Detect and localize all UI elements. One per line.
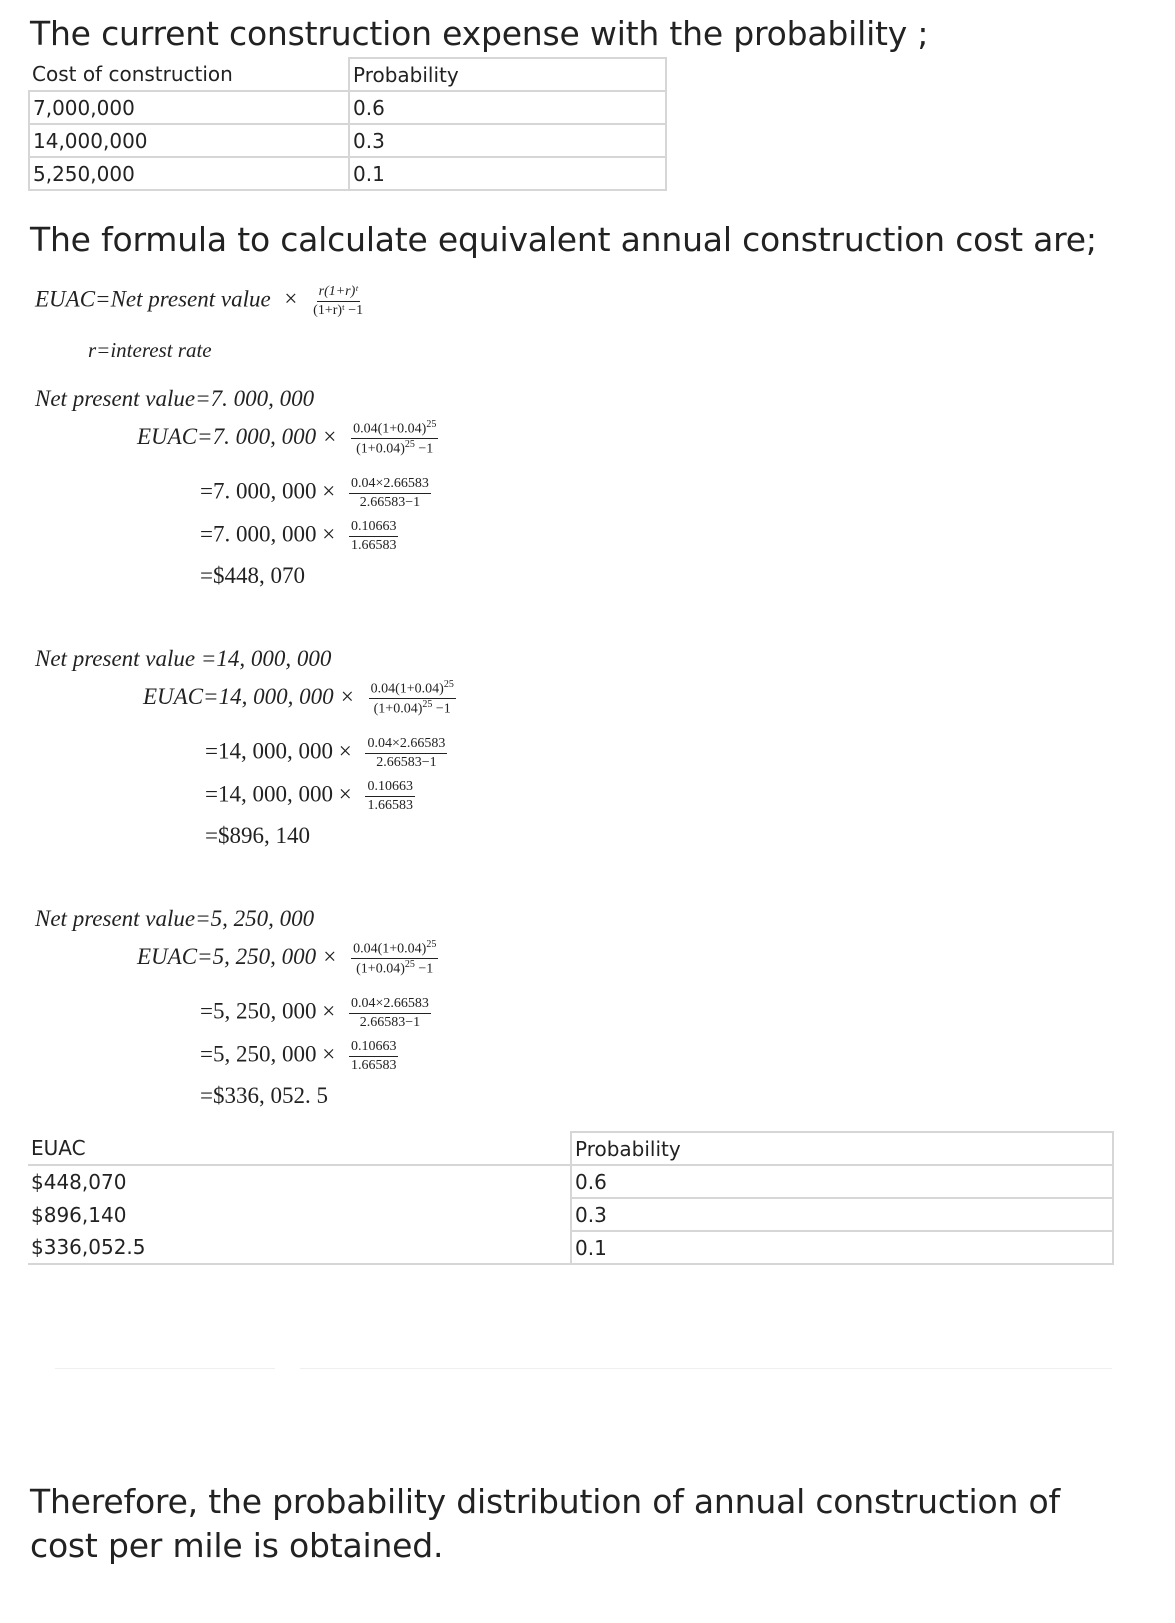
- table-row: [29, 124, 666, 157]
- step-lhs: =14, 000, 000 ×: [205, 781, 352, 807]
- case-3-step-3: [200, 1038, 398, 1074]
- times-symbol: ×: [284, 286, 298, 312]
- table-cell: $336,052.5: [28, 1231, 571, 1264]
- fraction-denominator: (1+r)ᵗ −1: [313, 302, 364, 318]
- conclusion-text: Therefore, the probability distribution of annual construction of cost per mile is obtained.: [30, 1482, 1060, 1565]
- fraction-denominator: 2.66583−1: [359, 494, 421, 510]
- table-cell: 5,250,000: [29, 157, 349, 190]
- case-3-step-2: [200, 995, 431, 1031]
- annuity-fraction: [311, 283, 365, 319]
- case-2-result: =$896, 140: [205, 823, 310, 848]
- fraction-numerator: 0.10663: [349, 518, 399, 537]
- fraction-denominator: 2.66583−1: [376, 754, 437, 770]
- table-header-cell: Probability: [349, 58, 666, 91]
- fraction: [369, 679, 456, 718]
- fraction-denominator: 1.66583: [367, 797, 413, 813]
- table-header-cell: Cost of construction: [29, 58, 349, 91]
- table-cell: 7,000,000: [29, 91, 349, 124]
- table-cell: $448,070: [28, 1165, 571, 1198]
- fraction: [365, 778, 415, 814]
- table-cell: 0.1: [571, 1231, 1113, 1264]
- table-cell: 14,000,000: [29, 124, 349, 157]
- euac-probability-table: [28, 1131, 1114, 1265]
- step-lhs: =7. 000, 000 ×: [200, 521, 336, 547]
- npv-text: Net present value=5, 250, 000: [35, 906, 315, 931]
- fraction-numerator: $0.04(1+0.04)^{25}$: [351, 419, 438, 439]
- step-lhs: =5, 250, 000 ×: [200, 998, 336, 1024]
- table-header-row: [28, 1132, 1113, 1165]
- divider: [300, 1368, 1112, 1369]
- case-3-npv: [35, 906, 314, 932]
- case-1-npv: [35, 386, 314, 412]
- fraction: [351, 939, 438, 978]
- euac-formula-lhs: EUAC=Net present value: [35, 286, 271, 312]
- table-header-row: [29, 58, 666, 91]
- fraction-numerator: 0.04×2.66583: [365, 735, 447, 754]
- table-cell: 0.6: [349, 91, 666, 124]
- rate-definition-text: r=interest rate: [88, 338, 212, 362]
- case-1-step-2: [200, 475, 431, 511]
- fraction-denominator: 1.66583: [350, 1057, 397, 1073]
- case-2-step-2: [205, 735, 447, 771]
- case-2-npv: [35, 646, 331, 672]
- fraction-numerator: 0.04×2.66583: [349, 475, 431, 494]
- table-row: [28, 1198, 1113, 1231]
- fraction: [365, 735, 447, 771]
- fraction-denominator: $(1+0.04)^{25} -1$: [373, 699, 451, 717]
- intro-heading: The current construction expense with the probability ;: [30, 14, 929, 53]
- fraction-numerator: r(1+r)ᵗ: [317, 283, 360, 302]
- table-row: [28, 1165, 1113, 1198]
- construction-cost-table: [28, 57, 667, 191]
- step-lhs: EUAC=14, 000, 000 ×: [143, 683, 355, 709]
- table-header-cell: EUAC: [28, 1132, 571, 1165]
- table-row: [29, 157, 666, 190]
- fraction-denominator: 1.66583: [350, 537, 397, 553]
- case-1-result: =$448, 070: [200, 563, 305, 588]
- case-3-step-1: [137, 939, 438, 978]
- case-1-step-1: [137, 419, 438, 458]
- fraction-denominator: $(1+0.04)^{25} -1$: [356, 439, 434, 457]
- step-lhs: =5, 250, 000 ×: [200, 1041, 336, 1067]
- npv-text: Net present value =14, 000, 000: [35, 646, 332, 671]
- fraction: [351, 419, 438, 458]
- step-lhs: =7. 000, 000 ×: [200, 478, 336, 504]
- table-cell: $896,140: [28, 1198, 571, 1231]
- fraction: [349, 518, 399, 554]
- step-lhs: EUAC=7. 000, 000 ×: [137, 423, 338, 449]
- table-header-cell: Probability: [571, 1132, 1113, 1165]
- fraction: [349, 475, 431, 511]
- fraction-denominator: $(1+0.04)^{25} -1$: [356, 959, 434, 977]
- table-cell: 0.6: [571, 1165, 1113, 1198]
- fraction-numerator: $0.04(1+0.04)^{25}$: [351, 939, 438, 959]
- fraction: [349, 1038, 399, 1074]
- fraction-numerator: 0.04×2.66583: [349, 995, 431, 1014]
- rate-definition: [88, 338, 212, 363]
- fraction-numerator: 0.10663: [365, 778, 415, 797]
- divider: [55, 1368, 275, 1369]
- fraction-numerator: $0.04(1+0.04)^{25}$: [369, 679, 456, 699]
- npv-text: Net present value=7. 000, 000: [35, 386, 315, 411]
- fraction-numerator: 0.10663: [349, 1038, 399, 1057]
- case-2-step-3: [205, 778, 415, 814]
- step-lhs: EUAC=5, 250, 000 ×: [137, 943, 338, 969]
- table-cell: 0.3: [349, 124, 666, 157]
- table-cell: 0.1: [349, 157, 666, 190]
- euac-formula: [35, 283, 365, 319]
- case-2-step-1: [143, 679, 456, 718]
- step-lhs: =14, 000, 000 ×: [205, 738, 352, 764]
- fraction-denominator: 2.66583−1: [359, 1014, 421, 1030]
- table-cell: 0.3: [571, 1198, 1113, 1231]
- case-3-result: =$336, 052. 5: [200, 1083, 328, 1108]
- table-row: [28, 1231, 1113, 1264]
- table-row: [29, 91, 666, 124]
- formula-heading: The formula to calculate equivalent annual construction cost are;: [30, 220, 1097, 259]
- fraction: [349, 995, 431, 1031]
- case-1-step-3: [200, 518, 398, 554]
